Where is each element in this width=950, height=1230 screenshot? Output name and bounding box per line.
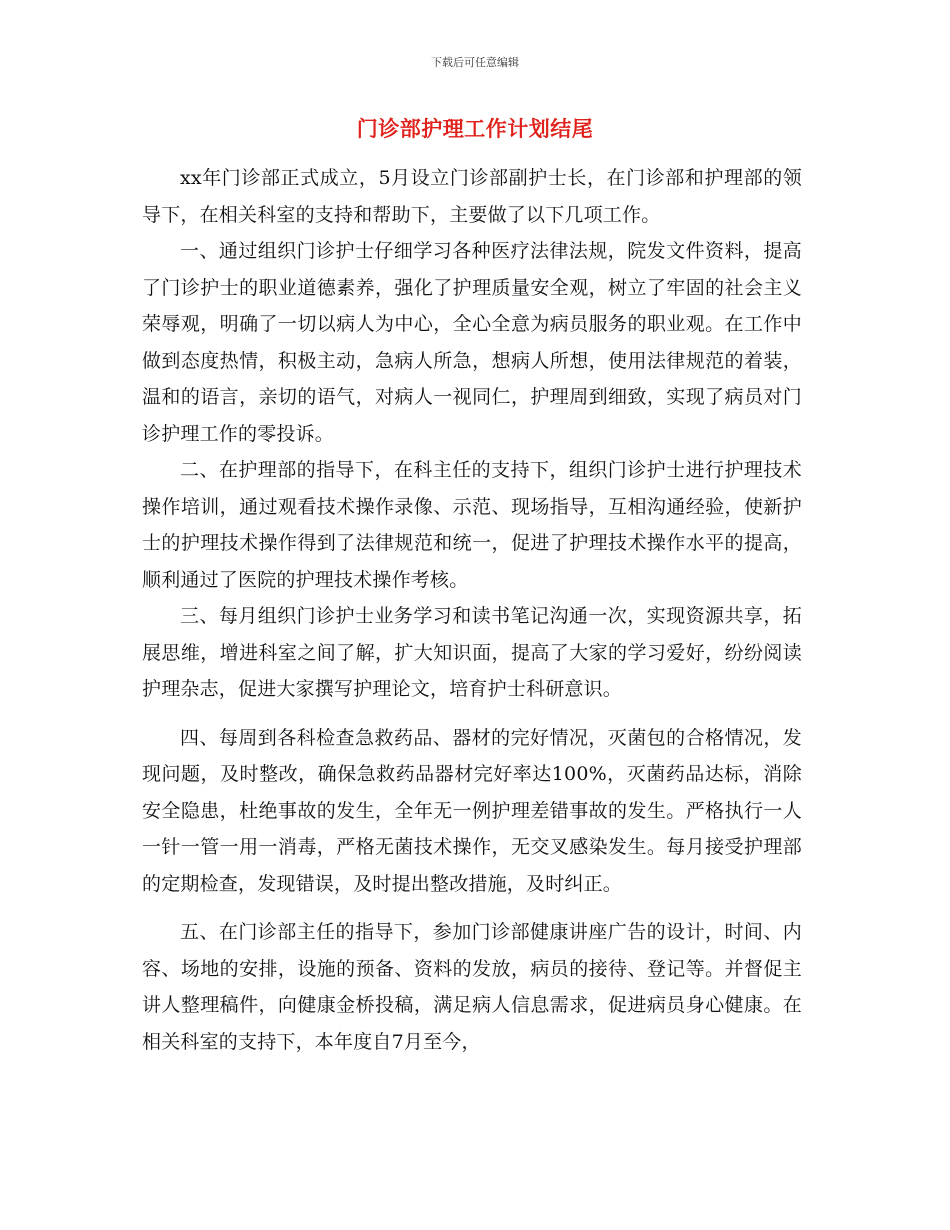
document-body: [142, 160, 802, 1060]
paragraph-item-5: 五、在门诊部主任的指导下，参加门诊部健康讲座广告的设计，时间、内容、场地的安排，设施的预备、资料的发放，病员的接待、登记等。并督促主讲人整理稿件，向健康金桥投稿，满足病人信息需求，促进病员身心健康。在相关科室的支持下，本年度自7月至今，: [142, 921, 802, 1053]
header-note: 下载后可任意编辑: [431, 56, 519, 69]
paragraph-item-3: 三、每月组织门诊护士业务学习和读书笔记沟通一次，实现资源共享，拓展思维，增进科室之间了解，扩大知识面，提高了大家的学习爱好，纷纷阅读护理杂志，促进大家撰写护理论文，培育护士科研意识。: [142, 605, 802, 700]
paragraph-item-1: 一、通过组织门诊护士仔细学习各种医疗法律法规，院发文件资料，提高了门诊护士的职业道德素养，强化了护理质量安全观，树立了牢固的社会主义荣辱观，明确了一切以病人为中心，全心全意为病员服务的职业观。在工作中做到态度热情，积极主动，急病人所急，想病人所想，使用法律规范的着装，温和的语言，亲切的语气，对病人一视同仁，护理周到细致，实现了病员对门诊护理工作的零投诉。: [142, 240, 802, 445]
document-title: 门诊部护理工作计划结尾: [356, 117, 594, 141]
paragraph-intro: xx年门诊部正式成立，5月设立门诊部副护士长，在门诊部和护理部的领导下，在相关科室的支持和帮助下，主要做了以下几项工作。: [142, 167, 802, 226]
paragraph-item-4: 四、每周到各科检查急救药品、器材的完好情况，灭菌包的合格情况，发现问题，及时整改，确保急救药品器材完好率达100%，灭菌药品达标，消除安全隐患，杜绝事故的发生，全年无一例护理差错事故的发生。严格执行一人一针一管一用一消毒，严格无菌技术操作，无交叉感染发生。每月接受护理部的定期检查，发现错误，及时提出整改措施，及时纠正。: [142, 726, 802, 895]
paragraph-item-2: 二、在护理部的指导下，在科主任的支持下，组织门诊护士进行护理技术操作培训，通过观看技术操作录像、示范、现场指导，互相沟通经验，使新护士的护理技术操作得到了法律规范和统一，促进了护理技术操作水平的提高，顺利通过了医院的护理技术操作考核。: [142, 459, 802, 591]
